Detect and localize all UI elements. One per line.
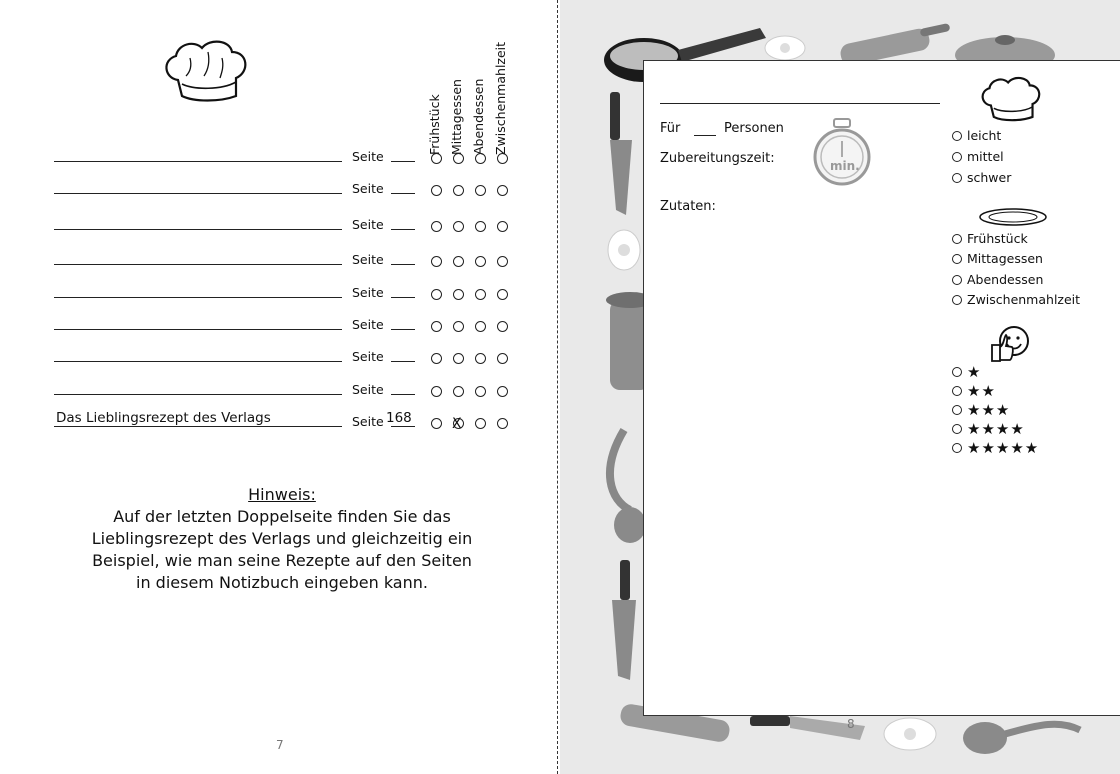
page-number-line[interactable] <box>391 297 415 298</box>
page-number-right: 8 <box>847 717 855 731</box>
seite-label: Seite <box>352 317 384 332</box>
recipe-index-row <box>54 308 524 332</box>
checkbox-abendessen[interactable] <box>475 321 486 332</box>
recipe-name-line[interactable] <box>54 297 342 298</box>
checkbox-abendessen[interactable] <box>475 221 486 232</box>
seite-label: Seite <box>352 285 384 300</box>
recipe-name-line[interactable] <box>54 161 342 162</box>
cross-mark: X <box>452 416 462 432</box>
recipe-card <box>643 60 1120 731</box>
recipe-name-line[interactable] <box>54 329 342 330</box>
difficulty-leicht[interactable]: leicht <box>952 128 1001 143</box>
rating-2-stars[interactable]: ★★ <box>952 382 996 400</box>
recipe-index-row <box>54 373 524 397</box>
checkbox-mittagessen[interactable] <box>453 221 464 232</box>
recipe-index-row <box>54 340 524 364</box>
favorite-recipe-name: Das Lieblingsrezept des Verlags <box>56 410 271 426</box>
checkbox-abendessen[interactable] <box>475 256 486 267</box>
knife-icon <box>610 92 632 215</box>
timer-label: min. <box>830 159 860 173</box>
stopwatch-icon <box>810 117 874 189</box>
checkbox-zwischenmahlzeit[interactable] <box>497 256 508 267</box>
page-number-line[interactable] <box>391 361 415 362</box>
fur-label: Für <box>660 121 681 136</box>
checkbox-mittagessen[interactable] <box>453 321 464 332</box>
chef-hat-icon <box>978 75 1044 123</box>
rating-4-stars[interactable]: ★★★★ <box>952 420 1025 438</box>
recipe-name-line[interactable] <box>54 426 342 427</box>
page-number-line[interactable] <box>391 426 415 427</box>
recipe-index-row <box>54 208 524 232</box>
rating-1-star[interactable]: ★ <box>952 363 981 381</box>
recipe-name-line[interactable] <box>54 229 342 230</box>
checkbox-fruhstuck[interactable] <box>431 418 442 429</box>
meal-column-headers <box>424 30 514 155</box>
recipe-title-line[interactable] <box>660 103 940 104</box>
rating-5-stars[interactable]: ★★★★★ <box>952 439 1039 457</box>
rating-3-stars[interactable]: ★★★ <box>952 401 1010 419</box>
column-zwischenmahlzeit: Zwischenmahlzeit <box>493 41 508 155</box>
plate-icon <box>978 207 1048 227</box>
column-fruhstuck: Frühstück <box>427 94 442 155</box>
checkbox-fruhstuck[interactable] <box>431 321 442 332</box>
page-number-left: 7 <box>276 738 284 752</box>
checkbox-fruhstuck[interactable] <box>431 289 442 300</box>
recipe-name-line[interactable] <box>54 193 342 194</box>
checkbox-zwischenmahlzeit[interactable] <box>497 289 508 300</box>
meal-zwischenmahlzeit[interactable]: Zwischenmahlzeit <box>952 292 1080 307</box>
seite-label: Seite <box>352 349 384 364</box>
checkbox-zwischenmahlzeit[interactable] <box>497 386 508 397</box>
hint-line-1: Auf der letzten Doppelseite finden Sie das <box>113 507 451 526</box>
checkbox-abendessen[interactable] <box>475 185 486 196</box>
fried-egg-icon <box>765 36 805 60</box>
page-number-line[interactable] <box>391 264 415 265</box>
difficulty-mittel[interactable]: mittel <box>952 149 1004 164</box>
left-page <box>0 0 558 774</box>
checkbox-mittagessen[interactable] <box>453 256 464 267</box>
checkbox-mittagessen[interactable] <box>453 185 464 196</box>
checkbox-mittagessen[interactable] <box>453 353 464 364</box>
seite-label: Seite <box>352 252 384 267</box>
chef-hat-icon <box>160 38 252 104</box>
hint-title: Hinweis: <box>248 485 316 504</box>
hint-line-4: in diesem Notizbuch eingeben kann. <box>136 573 428 592</box>
meal-abendessen[interactable]: Abendessen <box>952 272 1043 287</box>
checkbox-zwischenmahlzeit[interactable] <box>497 221 508 232</box>
seite-label: Seite <box>352 181 384 196</box>
checkbox-mittagessen[interactable] <box>453 153 464 164</box>
ladle-icon <box>610 430 646 543</box>
difficulty-schwer[interactable]: schwer <box>952 170 1011 185</box>
checkbox-abendessen[interactable] <box>475 153 486 164</box>
fried-egg-icon <box>884 718 936 750</box>
checkbox-fruhstuck[interactable] <box>431 153 442 164</box>
checkbox-fruhstuck[interactable] <box>431 353 442 364</box>
checkbox-fruhstuck[interactable] <box>431 185 442 196</box>
checkbox-mittagessen[interactable] <box>453 386 464 397</box>
seite-label: Seite <box>352 414 384 429</box>
persons-line[interactable] <box>694 135 716 136</box>
seite-label: Seite <box>352 382 384 397</box>
recipe-index-row <box>54 243 524 267</box>
zutaten-label: Zutaten: <box>660 199 716 214</box>
checkbox-zwischenmahlzeit[interactable] <box>497 353 508 364</box>
checkbox-zwischenmahlzeit[interactable] <box>497 321 508 332</box>
checkbox-abendessen[interactable] <box>475 386 486 397</box>
recipe-index-row <box>54 140 524 164</box>
checkbox-zwischenmahlzeit[interactable] <box>497 153 508 164</box>
personen-label: Personen <box>724 121 784 136</box>
checkbox-fruhstuck[interactable] <box>431 386 442 397</box>
fried-egg-icon <box>608 230 640 270</box>
recipe-name-line[interactable] <box>54 264 342 265</box>
favorite-page-number: 168 <box>386 410 412 426</box>
page-number-line[interactable] <box>391 329 415 330</box>
hint-box <box>54 484 510 594</box>
checkbox-fruhstuck[interactable] <box>431 256 442 267</box>
page-number-line[interactable] <box>391 394 415 395</box>
thumbs-up-smiley-icon <box>990 323 1030 363</box>
page-number-line[interactable] <box>391 229 415 230</box>
seite-label: Seite <box>352 217 384 232</box>
meal-fruhstuck[interactable]: Frühstück <box>952 231 1028 246</box>
meal-mittagessen[interactable]: Mittagessen <box>952 251 1043 266</box>
page-number-line[interactable] <box>391 161 415 162</box>
checkbox-abendessen[interactable] <box>475 418 486 429</box>
recipe-name-line[interactable] <box>54 361 342 362</box>
knife-icon <box>612 560 636 680</box>
hint-line-2: Lieblingsrezept des Verlags und gleichzeitig ein <box>91 529 473 548</box>
seite-label: Seite <box>352 149 384 164</box>
checkbox-fruhstuck[interactable] <box>431 221 442 232</box>
page-fold-dashed-line <box>557 0 558 774</box>
recipe-name-line[interactable] <box>54 394 342 395</box>
ladle-icon <box>963 722 1080 754</box>
checkbox-zwischenmahlzeit[interactable] <box>497 418 508 429</box>
hint-line-3: Beispiel, wie man seine Rezepte auf den Seiten <box>92 551 472 570</box>
zubereitungszeit-label: Zubereitungszeit: <box>660 151 775 166</box>
column-mittagessen: Mittagessen <box>449 79 464 155</box>
recipe-index-row <box>54 276 524 300</box>
checkbox-abendessen[interactable] <box>475 289 486 300</box>
checkbox-zwischenmahlzeit[interactable] <box>497 185 508 196</box>
checkbox-abendessen[interactable] <box>475 353 486 364</box>
column-abendessen: Abendessen <box>471 78 486 155</box>
favorite-recipe-row <box>54 405 524 432</box>
page-number-line[interactable] <box>391 193 415 194</box>
checkbox-mittagessen[interactable] <box>453 289 464 300</box>
recipe-index-row <box>54 172 524 196</box>
